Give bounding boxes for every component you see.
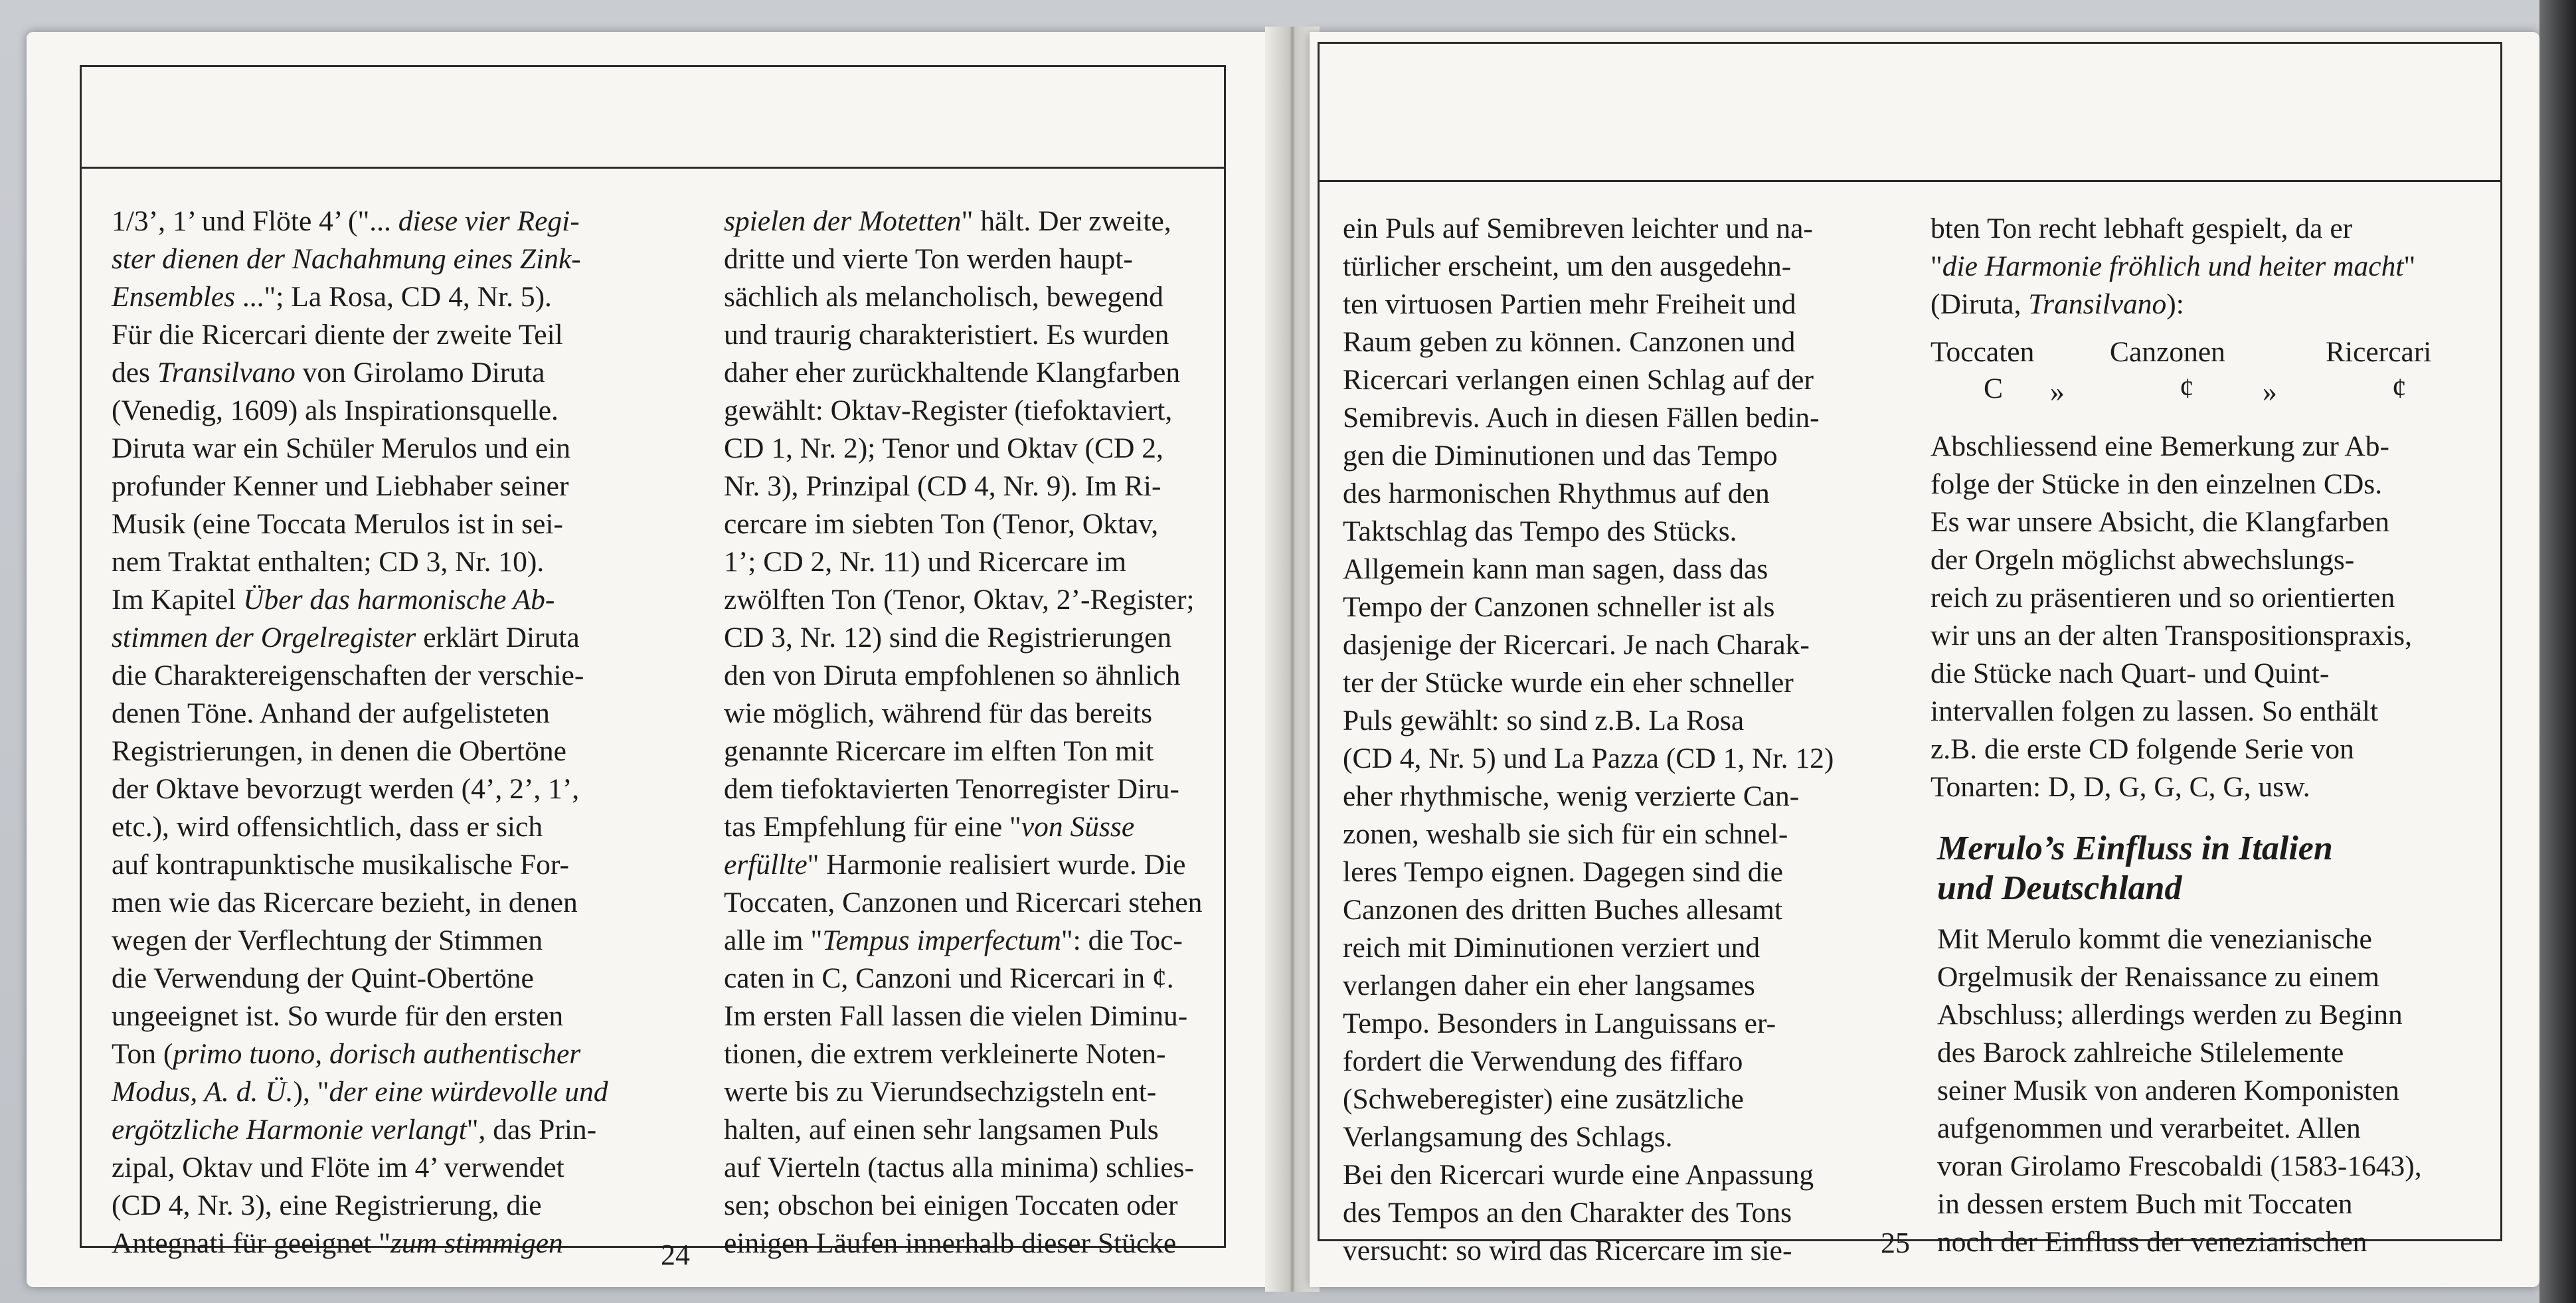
text-line: den von Diruta empfohlenen so ähnlich: [724, 659, 1181, 691]
schema-value-c: C: [1984, 373, 2004, 404]
right-page-number: 25: [1881, 1227, 1910, 1259]
text-line: cercare im siebten Ton (Tenor, Oktav,: [724, 508, 1159, 540]
text-line: Registrierungen, in denen die Obertöne: [112, 735, 566, 767]
text-line: ten virtuosen Partien mehr Freiheit und: [1343, 288, 1796, 320]
schema-header-toccaten: Toccaten: [1931, 336, 2035, 368]
left-page: [27, 32, 1275, 1287]
section-heading-line-1: Merulo’s Einfluss in Italien: [1937, 829, 2333, 867]
text-line: ster dienen der Nachahmung eines Zink-: [112, 243, 581, 275]
left-column-2: [724, 203, 1202, 1262]
tempo-schema: [1931, 334, 2475, 410]
text-line: Taktschlag das Tempo des Stücks.: [1343, 515, 1737, 547]
schema-header-ricercari: Ricercari: [2326, 336, 2432, 368]
text-line: Musik (eine Toccata Merulos ist in sei-: [112, 508, 563, 540]
text-line: türlicher erscheint, um den ausgedehn-: [1343, 250, 1792, 282]
text-line: (Venedig, 1609) als Inspirationsquelle.: [112, 394, 558, 426]
text-line: die Stücke nach Quart- und Quint-: [1931, 657, 2330, 689]
text-line: Puls gewählt: so sind z.B. La Rosa: [1343, 705, 1745, 737]
text-line: 1/3’, 1’ und Flöte 4’ ("... diese vier Regi-: [112, 205, 580, 237]
text-line: und traurig charakteristiert. Es wurden: [724, 319, 1169, 351]
text-line: seiner Musik von anderen Komponisten: [1937, 1075, 2399, 1106]
right-column-2-middle: [1931, 428, 2412, 806]
text-line: intervallen folgen zu lassen. So enthält: [1931, 695, 2379, 727]
text-line: aufgenommen und verarbeitet. Allen: [1937, 1112, 2361, 1144]
text-line: ergötzliche Harmonie verlangt", das Prin-: [112, 1114, 597, 1146]
text-line: des harmonischen Rhythmus auf den: [1343, 478, 1770, 509]
schema-value-cut-2: ¢: [2392, 373, 2407, 404]
text-line: alle im "Tempus imperfectum": die Toc-: [724, 924, 1183, 956]
left-column-1: [112, 203, 608, 1262]
text-line: zonen, weshalb sie sich für ein schnel-: [1343, 818, 1788, 850]
text-line: Tempo. Besonders in Languissans er-: [1343, 1007, 1776, 1039]
text-line: Im ersten Fall lassen die vielen Diminu-: [724, 1000, 1188, 1032]
scan-edge: [2539, 0, 2576, 1303]
text-line: Ricercari verlangen einen Schlag auf der: [1343, 364, 1814, 396]
text-line: des Tempos an den Charakter des Tons: [1343, 1197, 1792, 1229]
text-line: daher eher zurückhaltende Klangfarben: [724, 357, 1181, 389]
text-line: der Oktave bevorzugt werden (4’, 2’, 1’,: [112, 773, 580, 805]
text-line: Bei den Ricercari wurde eine Anpassung: [1343, 1159, 1814, 1191]
text-line: verlangen daher ein eher langsames: [1343, 970, 1755, 1001]
text-line: (CD 4, Nr. 3), eine Registrierung, die: [112, 1189, 542, 1221]
right-header-rule: [1320, 180, 2500, 182]
text-line: genannte Ricercare im elften Ton mit: [724, 735, 1154, 767]
text-line: z.B. die erste CD folgende Serie von: [1931, 733, 2354, 765]
text-line: Im Kapitel Über das harmonische Ab-: [112, 584, 555, 616]
text-line: Toccaten, Canzonen und Ricercari stehen: [724, 887, 1203, 918]
text-line: caten in C, Canzoni und Ricercari in ¢.: [724, 962, 1174, 994]
text-line: ungeeignet ist. So wurde für den ersten: [112, 1000, 564, 1032]
text-line: Semibrevis. Auch in diesen Fällen bedin-: [1343, 402, 1820, 434]
text-line: reich mit Diminutionen verziert und: [1343, 932, 1760, 964]
text-line: Antegnati für geeignet "zum stimmigen: [112, 1227, 563, 1259]
text-line: tas Empfehlung für eine "von Süsse: [724, 811, 1135, 843]
text-line: stimmen der Orgelregister erklärt Diruta: [112, 622, 580, 653]
text-line: Orgelmusik der Renaissance zu einem: [1937, 961, 2379, 993]
text-line: des Barock zahlreiche Stilelemente: [1937, 1037, 2344, 1069]
right-column-2-intro: [1931, 210, 2415, 323]
text-line: dasjenige der Ricercari. Je nach Charak-: [1343, 629, 1810, 661]
text-line: bten Ton recht lebhaft gespielt, da er: [1931, 213, 2353, 244]
text-line: wie möglich, während für das bereits: [724, 697, 1153, 729]
text-line: einigen Läufen innerhalb dieser Stücke: [724, 1227, 1177, 1259]
text-line: wir uns an der alten Transpositionspraxis,: [1931, 620, 2412, 652]
right-column-1: [1343, 210, 1834, 1270]
text-line: CD 3, Nr. 12) sind die Registrierungen: [724, 622, 1172, 653]
text-line: leres Tempo eignen. Dagegen sind die: [1343, 856, 1783, 888]
text-line: (Schweberegister) eine zusätzliche: [1343, 1083, 1744, 1115]
right-column-2-bottom: [1937, 920, 2422, 1261]
schema-arrow-1: »: [2050, 376, 2065, 408]
text-line: Modus, A. d. Ü.), "der eine würdevolle und: [112, 1076, 608, 1108]
text-line: Diruta war ein Schüler Merulos und ein: [112, 432, 570, 464]
text-line: etc.), wird offensichtlich, dass er sich: [112, 811, 543, 843]
section-heading-line-2: und Deutschland: [1937, 869, 2182, 907]
text-line: werte bis zu Vierundsechzigsteln ent-: [724, 1076, 1157, 1108]
text-line: gen die Diminutionen und das Tempo: [1343, 440, 1778, 472]
text-line: Abschluss; allerdings werden zu Beginn: [1937, 999, 2403, 1031]
text-line: ter der Stücke wurde ein eher schneller: [1343, 667, 1794, 699]
text-line: men wie das Ricercare bezieht, in denen: [112, 887, 578, 918]
text-line: fordert die Verwendung des fiffaro: [1343, 1045, 1743, 1077]
text-line: "die Harmonie fröhlich und heiter macht": [1931, 250, 2416, 282]
text-line: Für die Ricercari diente der zweite Teil: [112, 319, 563, 351]
text-line: Allgemein kann man sagen, dass das: [1343, 553, 1768, 585]
text-line: (Diruta, Transilvano):: [1931, 288, 2184, 320]
text-line: dritte und vierte Ton werden haupt-: [724, 243, 1133, 275]
text-line: nem Traktat enthalten; CD 3, Nr. 10).: [112, 546, 545, 578]
schema-header-canzonen: Canzonen: [2110, 336, 2225, 368]
text-line: zipal, Oktav und Flöte im 4’ verwendet: [112, 1152, 564, 1183]
left-header-rule: [82, 167, 1224, 169]
text-line: in dessen erstem Buch mit Toccaten: [1937, 1188, 2353, 1220]
text-line: zwölften Ton (Tenor, Oktav, 2’-Register;: [724, 584, 1195, 616]
text-line: sen; obschon bei einigen Toccaten oder: [724, 1189, 1178, 1221]
text-line: voran Girolamo Frescobaldi (1583-1643),: [1937, 1150, 2422, 1182]
text-line: die Charaktereigenschaften der verschie-: [112, 659, 584, 691]
text-line: reich zu präsentieren und so orientierten: [1931, 582, 2395, 614]
text-line: Verlangsamung des Schlags.: [1343, 1121, 1673, 1153]
text-line: CD 1, Nr. 2); Tenor und Oktav (CD 2,: [724, 432, 1163, 464]
text-line: die Verwendung der Quint-Obertöne: [112, 962, 534, 994]
text-line: tionen, die extrem verkleinerte Noten-: [724, 1038, 1166, 1070]
section-heading: [1937, 829, 2333, 909]
text-line: auf kontrapunktische musikalische For-: [112, 849, 569, 881]
text-line: versucht: so wird das Ricercare im sie-: [1343, 1235, 1792, 1266]
text-line: ein Puls auf Semibreven leichter und na-: [1343, 213, 1813, 244]
text-line: sächlich als melancholisch, bewegend: [724, 281, 1163, 313]
text-line: auf Vierteln (tactus alla minima) schlies-: [724, 1152, 1195, 1183]
text-line: dem tiefoktavierten Tenorregister Diru-: [724, 773, 1179, 805]
text-line: Canzonen des dritten Buches allesamt: [1343, 894, 1782, 926]
text-line: Mit Merulo kommt die venezianische: [1937, 923, 2372, 955]
text-line: wegen der Verflechtung der Stimmen: [112, 924, 543, 956]
text-line: Nr. 3), Prinzipal (CD 4, Nr. 9). Im Ri-: [724, 470, 1161, 502]
text-line: Es war unsere Absicht, die Klangfarben: [1931, 506, 2389, 538]
text-line: halten, auf einen sehr langsamen Puls: [724, 1114, 1159, 1146]
text-line: des Transilvano von Girolamo Diruta: [112, 357, 545, 389]
text-line: profunder Kenner und Liebhaber seiner: [112, 470, 569, 502]
text-line: Ensembles ..."; La Rosa, CD 4, Nr. 5).: [112, 281, 552, 313]
text-line: (CD 4, Nr. 5) und La Pazza (CD 1, Nr. 12): [1343, 742, 1834, 774]
text-line: noch der Einfluss der venezianischen: [1937, 1226, 2367, 1258]
text-line: Ton (primo tuono, dorisch authentischer: [112, 1038, 581, 1070]
text-line: spielen der Motetten" hält. Der zweite,: [724, 205, 1171, 237]
left-page-number: 24: [661, 1239, 690, 1271]
text-line: folge der Stücke in den einzelnen CDs.: [1931, 468, 2383, 500]
text-line: der Orgeln möglichst abwechslungs-: [1931, 544, 2355, 576]
text-line: 1’; CD 2, Nr. 11) und Ricercare im: [724, 546, 1127, 578]
schema-value-cut-1: ¢: [2180, 373, 2194, 404]
text-line: Tempo der Canzonen schneller ist als: [1343, 591, 1775, 623]
text-line: gewählt: Oktav-Register (tiefoktaviert,: [724, 394, 1173, 426]
text-line: denen Töne. Anhand der aufgelisteten: [112, 697, 550, 729]
text-line: Abschliessend eine Bemerkung zur Ab-: [1931, 430, 2389, 462]
schema-arrow-2: »: [2263, 376, 2277, 408]
text-line: Tonarten: D, D, G, G, C, G, usw.: [1931, 771, 2310, 803]
text-line: eher rhythmische, wenig verzierte Can-: [1343, 780, 1800, 812]
right-page: [1310, 32, 2539, 1287]
text-line: Raum geben zu können. Canzonen und: [1343, 326, 1796, 358]
text-line: erfüllte" Harmonie realisiert wurde. Die: [724, 849, 1186, 881]
